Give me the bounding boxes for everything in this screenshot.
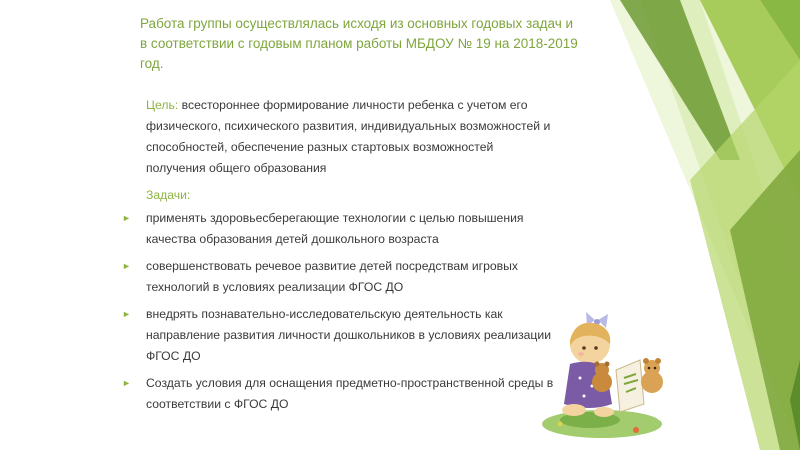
task-text: внедрять познавательно-исследовательскую деятельность как направление развития личности дошкольников в условиях реализации ФГОС ДО <box>146 307 552 363</box>
list-item <box>124 208 556 250</box>
bullet-arrow-icon: ► <box>122 378 131 388</box>
goal-text: всестороннее формирование личности ребенка с учетом его физического, психического развития, индивидуальных возможностей и способностей, обеспечение разных стартовых возможностей получения общего образования <box>146 98 551 175</box>
list-item <box>124 304 556 367</box>
task-text: совершенствовать речевое развитие детей посредствам игровых технологий в условиях реализации ФГОС ДО <box>146 259 519 294</box>
slide-content <box>122 95 556 421</box>
goal-paragraph <box>146 95 556 179</box>
child-with-teddy-bear-illustration <box>540 312 675 444</box>
list-item <box>124 256 556 298</box>
bullet-arrow-icon: ► <box>122 213 131 223</box>
bullet-arrow-icon: ► <box>122 261 131 271</box>
task-text: Создать условия для оснащения предметно-пространственной среды в соответствии с ФГОС ДО <box>146 376 554 411</box>
tasks-heading: Задачи: <box>146 188 191 202</box>
goal-label: Цель: <box>146 98 179 112</box>
list-item <box>124 373 556 415</box>
tasks-list <box>122 208 556 415</box>
slide-title: Работа группы осуществлялась исходя из основных годовых задач и в соответствии с годовым планом работы МБДОУ № 19 на 2018-2019 год. <box>140 16 578 71</box>
task-text: применять здоровьесберегающие технологии с целью повышения качества образования детей дошкольного возраста <box>146 211 524 246</box>
bullet-arrow-icon: ► <box>122 309 131 319</box>
